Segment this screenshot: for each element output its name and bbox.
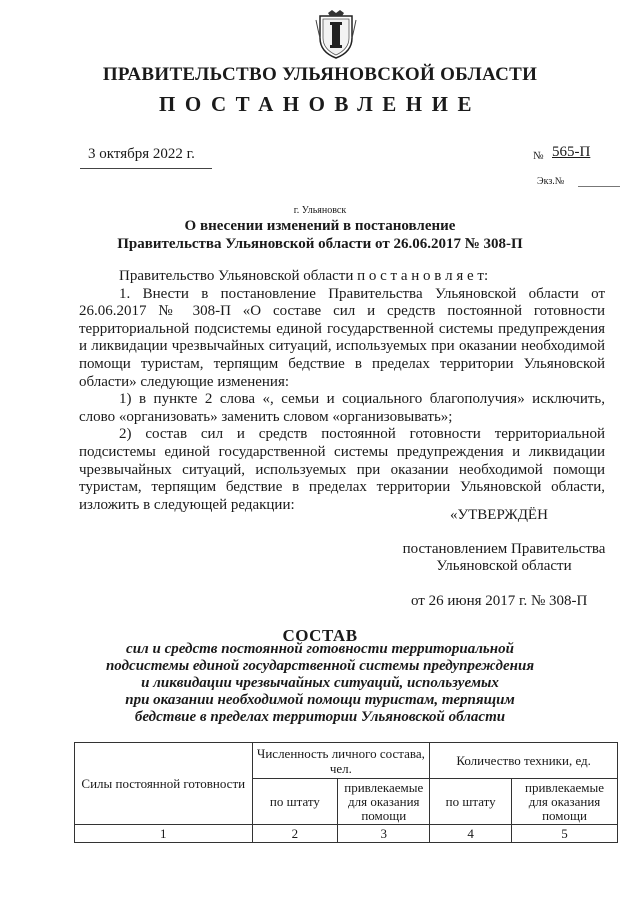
document-type: ПОСТАНОВЛЕНИЕ	[159, 92, 481, 116]
item-1-paragraph: 1. Внести в постановление Правительства Ульяновской области от 26.06.2017 № 308-П «О составе сил и средств постоянной готовности территориальной подсистемы единой государственной системы предупреждения и ликвидации чрезвычайных ситуаций, используемых при оказании необходимой помощи туристам, терпящим бедствие в пределах территории Ульяновской области» следующие изменения:	[79, 285, 605, 390]
list-title: СОСТАВ	[282, 626, 358, 645]
header-forces: Силы постоянной готовности	[75, 743, 253, 825]
document-number: 565-П	[552, 144, 591, 160]
header-personnel-staff: по штату	[252, 779, 338, 825]
number-label: №	[533, 150, 544, 162]
column-number: 2	[252, 825, 338, 843]
header-equipment-staff: по штату	[430, 779, 512, 825]
list-description-line: подсистемы единой государственной системы предупреждения	[105, 658, 535, 674]
column-number: 4	[430, 825, 512, 843]
document-body	[79, 268, 605, 514]
header-personnel-involved: привлекаемые для оказания помощи	[338, 779, 430, 825]
approved-by-line: Ульяновской области	[436, 558, 572, 574]
approved-by	[380, 541, 628, 575]
forces-table	[74, 742, 618, 843]
approved-stamp: «УТВЕРЖДЁН	[450, 507, 548, 523]
column-number: 1	[75, 825, 253, 843]
list-description-line: бедствие в пределах территории Ульяновской области	[134, 709, 506, 725]
approved-by-line: постановлением Правительства	[402, 541, 606, 557]
subitem-2-paragraph: 2) состав сил и средств постоянной готовности территориальной подсистемы единой государственной системы предупреждения и ликвидации чрезвычайных ситуаций, используемых при оказании необходимой помощи туристам, терпящим бедствие в пределах территории Ульяновской области, изложить в следующей редакции:	[79, 426, 605, 513]
coat-of-arms-icon	[314, 10, 358, 60]
document-heading	[0, 217, 640, 253]
subitem-1-paragraph: 1) в пункте 2 слова «, семьи и социального благополучия» исключить, слово «организовать» заменить словом «организовывать»;	[79, 391, 605, 425]
column-number: 5	[512, 825, 618, 843]
heading-line: Правительства Ульяновской области от 26.06.2017 № 308-П	[117, 236, 523, 252]
copy-number-line	[578, 186, 620, 187]
heading-line: О внесении изменений в постановление	[184, 218, 456, 234]
header-equipment-involved: привлекаемые для оказания помощи	[512, 779, 618, 825]
date-underline	[80, 168, 212, 169]
approved-date: от 26 июня 2017 г. № 308-П	[411, 593, 588, 609]
list-description-line: и ликвидации чрезвычайных ситуаций, используемых	[141, 675, 499, 691]
header-equipment: Количество техники, ед.	[430, 743, 618, 779]
document-date: 3 октября 2022 г.	[88, 146, 195, 162]
intro-paragraph: Правительство Ульяновской области п о с т а н о в л я е т:	[119, 268, 489, 284]
city: г. Ульяновск	[293, 205, 347, 216]
copy-number-label: Экз.№	[537, 176, 565, 187]
header-personnel: Численность личного состава, чел.	[252, 743, 430, 779]
column-number: 3	[338, 825, 430, 843]
government-title: ПРАВИТЕЛЬСТВО УЛЬЯНОВСКОЙ ОБЛАСТИ	[102, 64, 538, 85]
list-description	[0, 641, 640, 726]
list-description-line: сил и средств постоянной готовности территориальной	[126, 641, 514, 657]
list-description-line: при оказании необходимой помощи туристам, терпящим	[125, 692, 515, 708]
